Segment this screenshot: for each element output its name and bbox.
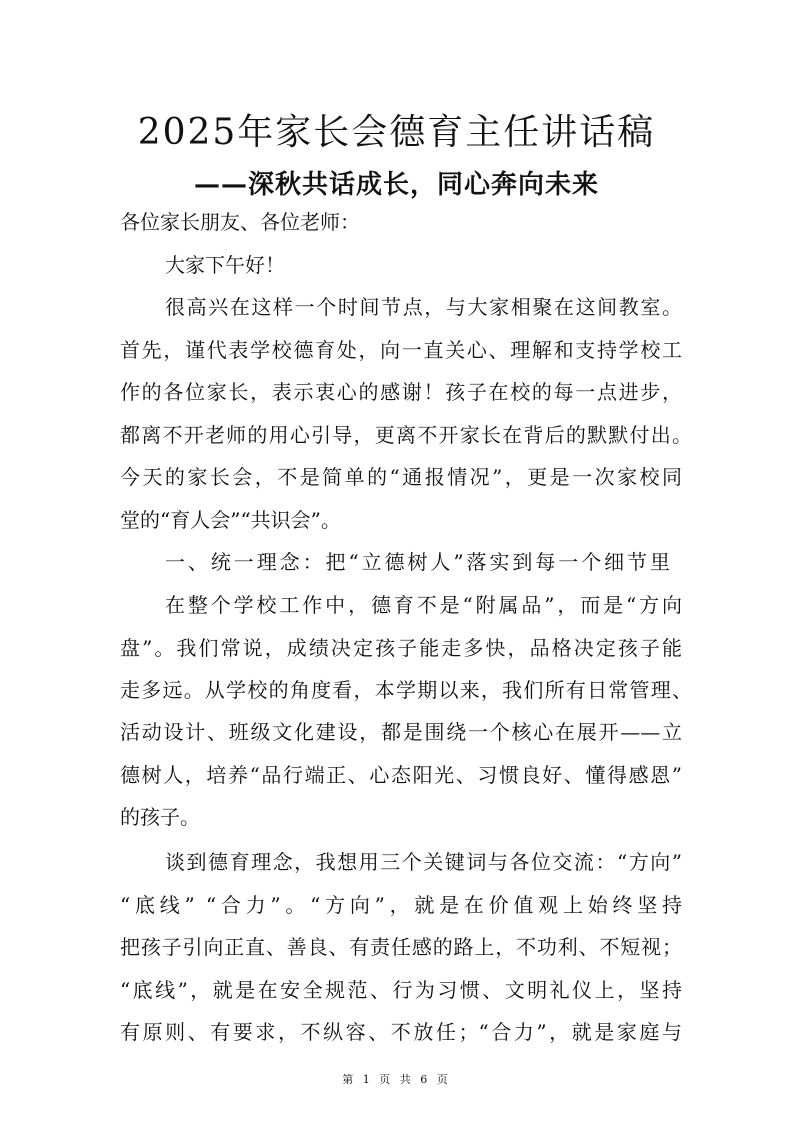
- paragraph-line: 首先，谨代表学校德育处，向一直关心、理解和支持学校工: [120, 338, 682, 362]
- paragraph-line: 的孩子。: [120, 805, 200, 829]
- paragraph-line: 有原则、有要求，不纵容、不放任；“合力”，就是家庭与: [120, 1020, 682, 1044]
- paragraph-line: 堂的“育人会”“共识会”。: [120, 508, 341, 532]
- paragraph-line: 盘”。我们常说，成绩决定孩子能走多快，品格决定孩子能: [120, 636, 682, 660]
- paragraph-line: “底线”，就是在安全规范、行为习惯、文明礼仪上，坚持: [120, 978, 682, 1002]
- paragraph-line: 走多远。从学校的角度看，本学期以来，我们所有日常管理、: [120, 678, 692, 702]
- paragraph-line: 都离不开老师的用心引导，更离不开家长在背后的默默付出。: [120, 423, 692, 447]
- paragraph-line: 活动设计、班级文化建设，都是围绕一个核心在展开——立: [120, 720, 682, 744]
- paragraph-line: 作的各位家长，表示衷心的感谢！孩子在校的每一点进步，: [120, 380, 682, 404]
- page-footer: 第 1 页 共 6 页: [342, 1073, 451, 1086]
- paragraph-line: 谈到德育理念，我想用三个关键词与各位交流：“方向”: [165, 850, 682, 874]
- paragraph-line: 把孩子引向正直、善良、有责任感的路上，不功利、不短视；: [120, 935, 682, 959]
- paragraph-line: 很高兴在这样一个时间节点，与大家相聚在这间教室。: [165, 295, 682, 319]
- section-heading: 一、统一理念：把“立德树人”落实到每一个细节里: [165, 550, 670, 574]
- paragraph-line: 今天的家长会，不是简单的“通报情况”，更是一次家校同: [120, 465, 682, 489]
- paragraph-line: 在整个学校工作中，德育不是“附属品”，而是“方向: [165, 593, 682, 617]
- document-subtitle: ——深秋共话成长，同心奔向未来: [193, 170, 599, 200]
- paragraph-line: “底线” “合力”。“方向”，就是在价值观上始终坚持: [120, 893, 682, 917]
- salutation: 各位家长朋友、各位老师：: [120, 210, 360, 234]
- document-title: 2025年家长会德育主任讲话稿: [137, 112, 656, 153]
- greeting: 大家下午好！: [165, 253, 285, 277]
- paragraph-line: 德树人，培养“品行端正、心态阳光、习惯良好、懂得感恩”: [120, 763, 682, 787]
